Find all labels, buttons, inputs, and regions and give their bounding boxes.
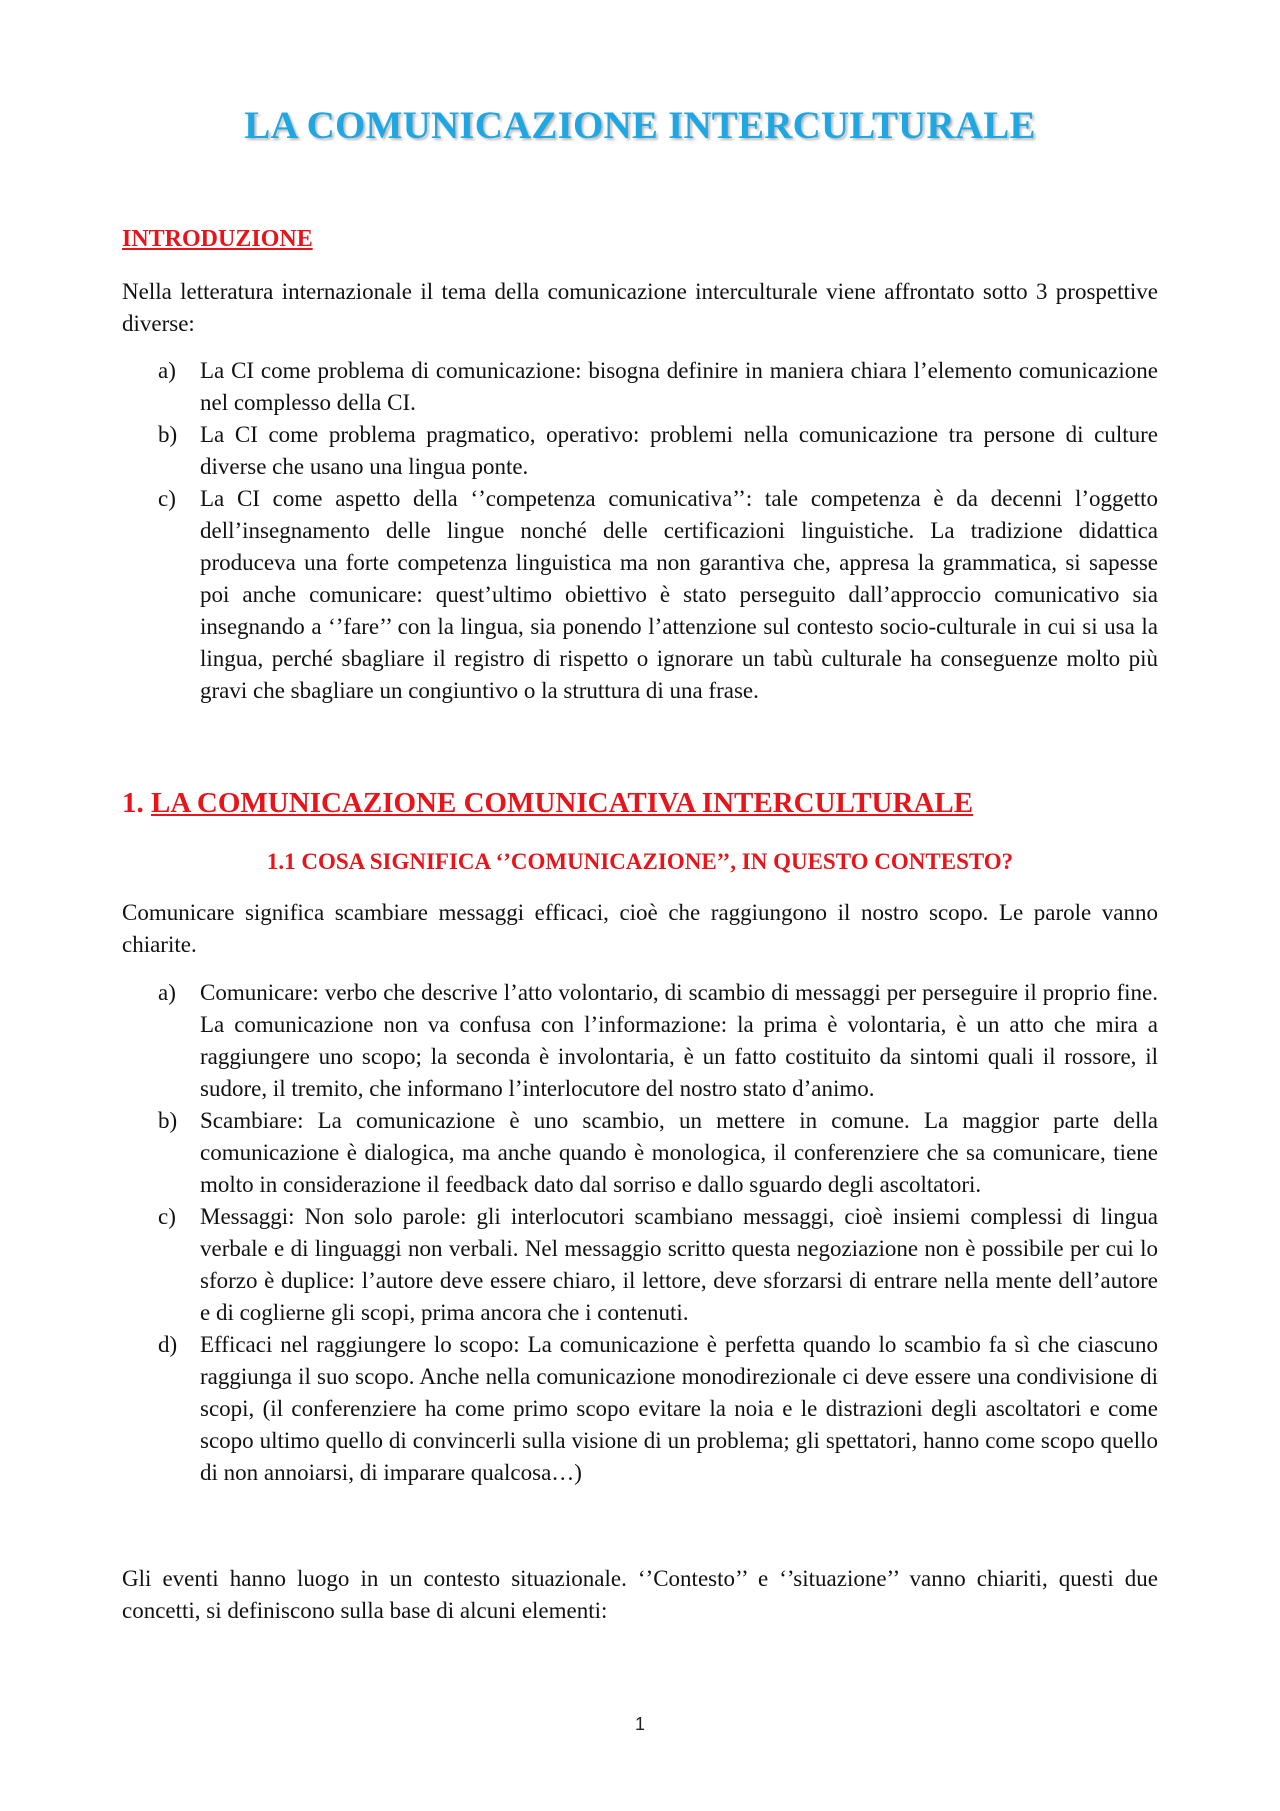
list-marker: d) <box>158 1332 178 1357</box>
section-number: 1. <box>122 787 144 819</box>
list-item-text: La CI come aspetto della ‘’competenza comunicativa’’: tale competenza è da decenni l’oggetto dell’insegnamento delle lingue nonché delle certificazioni linguistiche. La tradizione didattica produceva una forte competenza linguistica ma non garantiva che, appresa la grammatica, si sapesse poi anche comunicare: quest’ultimo obiettivo è stato perseguito dall’approccio comunicativo sia insegnando a ‘’fare’’ con la lingua, sia ponendo l’attenzione sul contesto socio-culturale in cui si usa la lingua, perché sbagliare il registro di rispetto o ignorare un tabù culturale ha conseguenze molto più gravi che sbagliare un congiuntivo o la struttura di una frase. <box>200 486 1158 703</box>
list-item-text: Comunicare: verbo che descrive l’atto volontario, di scambio di messaggi per perseguire il proprio fine. La comunicazione non va confusa con l’informazione: la prima è volontaria, è un atto che mira a raggiungere uno scopo; la seconda è involontaria, è un fatto costituito da sintomi quali il rossore, il sudore, il tremito, che informano l’interlocutore del nostro stato d’animo. <box>200 980 1158 1101</box>
intro-heading: INTRODUZIONE <box>122 226 313 252</box>
list-item-text: Messaggi: Non solo parole: gli interlocutori scambiano messaggi, cioè insiemi complessi di lingua verbale e di linguaggi non verbali. Nel messaggio scritto questa negoziazione non è possibile per cui lo sforzo è duplice: l’autore deve essere chiaro, il lettore, deve sforzarsi di entrare nella mente dell’autore e di coglierne gli scopi, prima ancora che i contenuti. <box>200 1204 1158 1325</box>
section-list <box>122 977 1158 1489</box>
list-item <box>122 419 1158 483</box>
list-item-text: La CI come problema pragmatico, operativo: problemi nella comunicazione tra persone di culture diverse che usano una lingua ponte. <box>200 422 1158 479</box>
document-page <box>122 0 1158 1811</box>
list-item <box>122 977 1158 1105</box>
section-title: LA COMUNICAZIONE COMUNICATIVA INTERCULTURALE <box>151 787 974 819</box>
page-number: 1 <box>634 1714 645 1734</box>
list-item-text: La CI come problema di comunicazione: bisogna definire in maniera chiara l’elemento comunicazione nel complesso della CI. <box>200 358 1158 415</box>
list-marker: c) <box>158 1204 176 1229</box>
list-item <box>122 355 1158 419</box>
list-marker: b) <box>158 1108 178 1133</box>
list-item <box>122 1329 1158 1489</box>
list-marker: c) <box>158 486 176 511</box>
document-title: LA COMUNICAZIONE INTERCULTURALE <box>244 104 1036 147</box>
list-item <box>122 483 1158 707</box>
intro-list <box>122 355 1158 707</box>
list-item <box>122 1201 1158 1329</box>
section-paragraph: Comunicare significa scambiare messaggi efficaci, cioè che raggiungono il nostro scopo. Le parole vanno chiarite. <box>122 900 1158 957</box>
list-marker: b) <box>158 422 178 447</box>
section-heading <box>122 787 973 820</box>
subsection-heading: 1.1 COSA SIGNIFICA ‘’COMUNICAZIONE’’, IN QUESTO CONTESTO? <box>266 849 1014 874</box>
closing-paragraph: Gli eventi hanno luogo in un contesto situazionale. ‘’Contesto’’ e ‘’situazione’’ vanno chiariti, questi due concetti, si definiscono sulla base di alcuni elementi: <box>122 1566 1158 1623</box>
list-item-text: Scambiare: La comunicazione è uno scambio, un mettere in comune. La maggior parte della comunicazione è dialogica, ma anche quando è monologica, il conferenziere che sa comunicare, tiene molto in considerazione il feedback dato dal sorriso e dallo sguardo degli ascoltatori. <box>200 1108 1158 1197</box>
list-marker: a) <box>158 980 176 1005</box>
list-marker: a) <box>158 358 176 383</box>
list-item <box>122 1105 1158 1201</box>
list-item-text: Efficaci nel raggiungere lo scopo: La comunicazione è perfetta quando lo scambio fa sì che ciascuno raggiunga il suo scopo. Anche nella comunicazione monodirezionale ci deve essere una condivisione di scopi, (il conferenziere ha come primo scopo evitare la noia e le distrazioni degli ascoltatori e come scopo ultimo quello di convincerli sulla visione di un problema; gli spettatori, hanno come scopo quello di non annoiarsi, di imparare qualcosa…) <box>200 1332 1158 1485</box>
intro-paragraph: Nella letteratura internazionale il tema della comunicazione interculturale viene affrontato sotto 3 prospettive diverse: <box>122 279 1158 336</box>
